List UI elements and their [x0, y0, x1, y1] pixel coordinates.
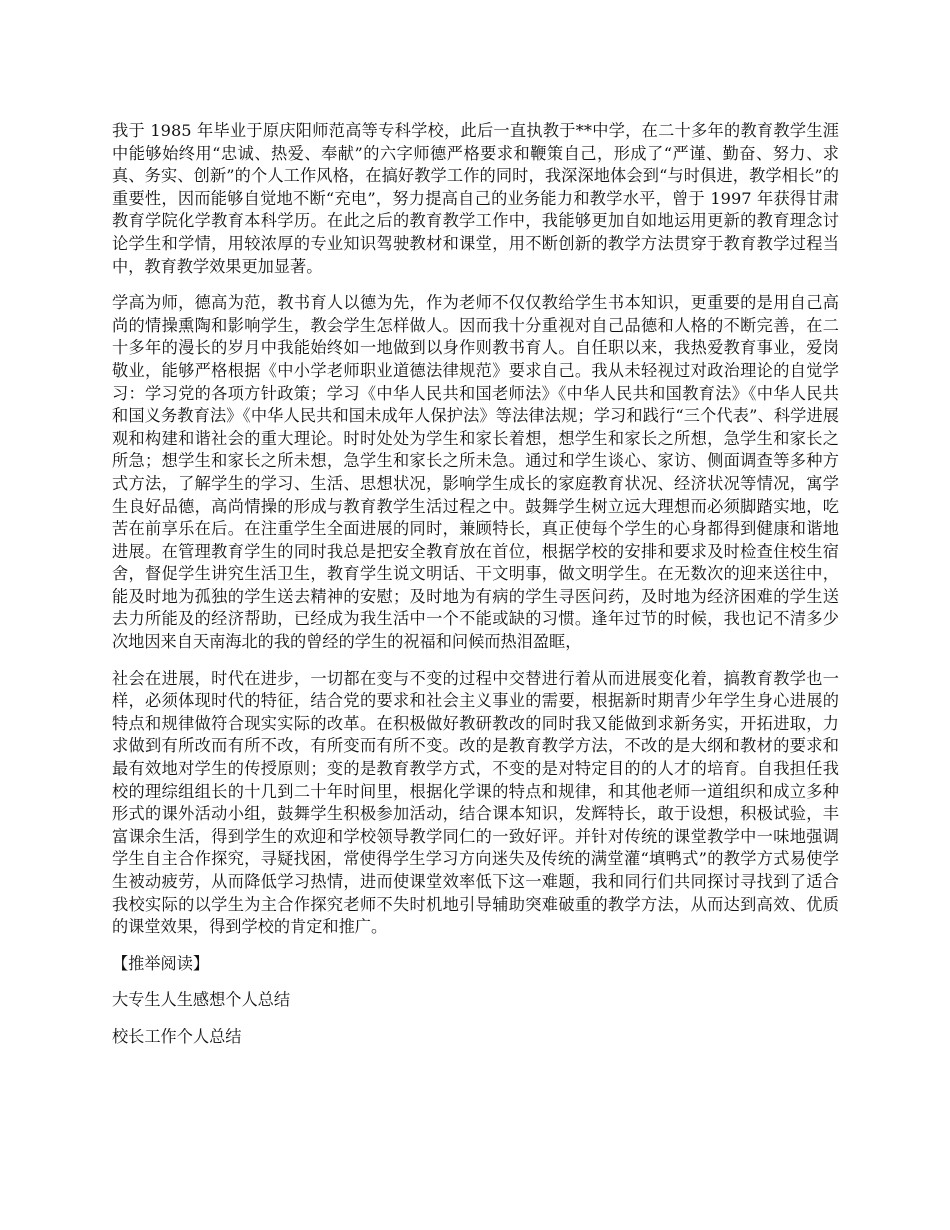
- document-page: [112, 120, 839, 1063]
- paragraph-3: 社会在进展，时代在进步，一切都在变与不变的过程中交替进行着从而进展变化着，搞教育教学也一样，必须体现时代的特征，结合党的要求和社会主义事业的需要，根据新时期青少年学生身心进展的特点和规律做符合现实实际的改革。在积极做好教研教改的同时我又能做到求新务实，开拓进取，力求做到有所改而有所不改，有所变而有所不变。改的是教育教学方法，不改的是大纲和教材的要求和最有效地对学生的传授原则；变的是教育教学方式，不变的是对特定目的的人才的培育。自我担任我校的理综组组长的十几到二十年时间里，根据化学课的特点和规律，和其他老师一道组织和成立多种形式的课外活动小组，鼓舞学生积极参加活动，结合课本知识，发辉特长，敢于设想，积极试验，丰富课余生活，得到学生的欢迎和学校领导教学同仁的一致好评。并针对传统的课堂教学中一味地强调学生自主合作探究，寻疑找困，常使得学生学习方向迷失及传统的满堂灌“填鸭式”的教学方式易使学生被动疲劳，从而降低学习热情，进而使课堂效率低下这一难题，我和同行们共同探讨寻找到了适合我校实际的以学生为主合作探究老师不失时机地引导辅助突难破重的教学方法，从而达到高效、优质的课堂效果，得到学校的肯定和推广。: [112, 668, 839, 937]
- paragraph-1: 我于 1985 年毕业于原庆阳师范高等专科学校，此后一直执教于**中学，在二十多年的教育教学生涯中能够始终用“忠诚、热爱、奉献”的六字师德严格要求和鞭策自己，形成了“严谨、勤奋、努力、求真、务实、创新”的个人工作风格，在搞好教学工作的同时，我深深地体会到“与时俱进，教学相长”的重要性，因而能够自觉地不断“充电”，努力提高自己的业务能力和教学水平，曾于 1997 年获得甘肃教育学院化学教育本科学历。在此之后的教育教学工作中，我能够更加自如地运用更新的教育理念讨论学生和学情，用较浓厚的专业知识驾驶教材和课堂，用不断创新的教学方法贯穿于教育教学过程当中，教育教学效果更加显著。: [112, 121, 839, 276]
- recommended-link-2[interactable]: 校长工作个人总结: [112, 1026, 242, 1046]
- recommended-reading: [112, 953, 839, 1049]
- recommended-link-1[interactable]: 大专生人生感想个人总结: [112, 990, 291, 1010]
- recommended-reading-heading: 【推举阅读】: [112, 953, 210, 973]
- paragraph-2: 学高为师，德高为范，教书育人以德为先，作为老师不仅仅教给学生书本知识，更重要的是用自己高尚的情操熏陶和影响学生，教会学生怎样做人。因而我十分重视对自己品德和人格的不断完善，在二十多年的漫长的岁月中我能始终如一地做到以身作则教书育人。自任职以来，我热爱教育事业，爱岗敬业，能够严格根据《中小学老师职业道德法律规范》要求自己。我从未轻视过对政治理论的自觉学习：学习党的各项方针政策；学习《中华人民共和国老师法》《中华人民共和国教育法》《中华人民共和国义务教育法》《中华人民共和国未成年人保护法》等法律法规；学习和践行“三个代表”、科学进展观和构建和谐社会的重大理论。时时处处为学生和家长着想，想学生和家长之所想，急学生和家长之所急；想学生和家长之所未想，急学生和家长之所未急。通过和学生谈心、家访、侧面调查等多种方式方法，了解学生的学习、生活、思想状况，影响学生成长的家庭教育状况、经济状况等情况，寓学生良好品德，高尚情操的形成与教育教学生活过程之中。鼓舞学生树立远大理想而必须脚踏实地，吃苦在前享乐在后。在注重学生全面进展的同时，兼顾特长，真正使每个学生的心身都得到健康和谐地进展。在管理教育学生的同时我总是把安全教育放在首位，根据学校的安排和要求及时检查住校生宿舍，督促学生讲究生活卫生，教育学生说文明话、干文明事，做文明学生。在无数次的迎来送往中，能及时地为孤独的学生送去精神的安慰；及时地为有病的学生寻医问药，及时地为经济困难的学生送去力所能及的经济帮助，已经成为我生活中一个不能或缺的习惯。逢年过节的时候，我也记不清多少次地因来自天南海北的我的曾经的学生的祝福和问候而热泪盈眶，: [112, 293, 839, 652]
- article-body: [112, 120, 839, 939]
